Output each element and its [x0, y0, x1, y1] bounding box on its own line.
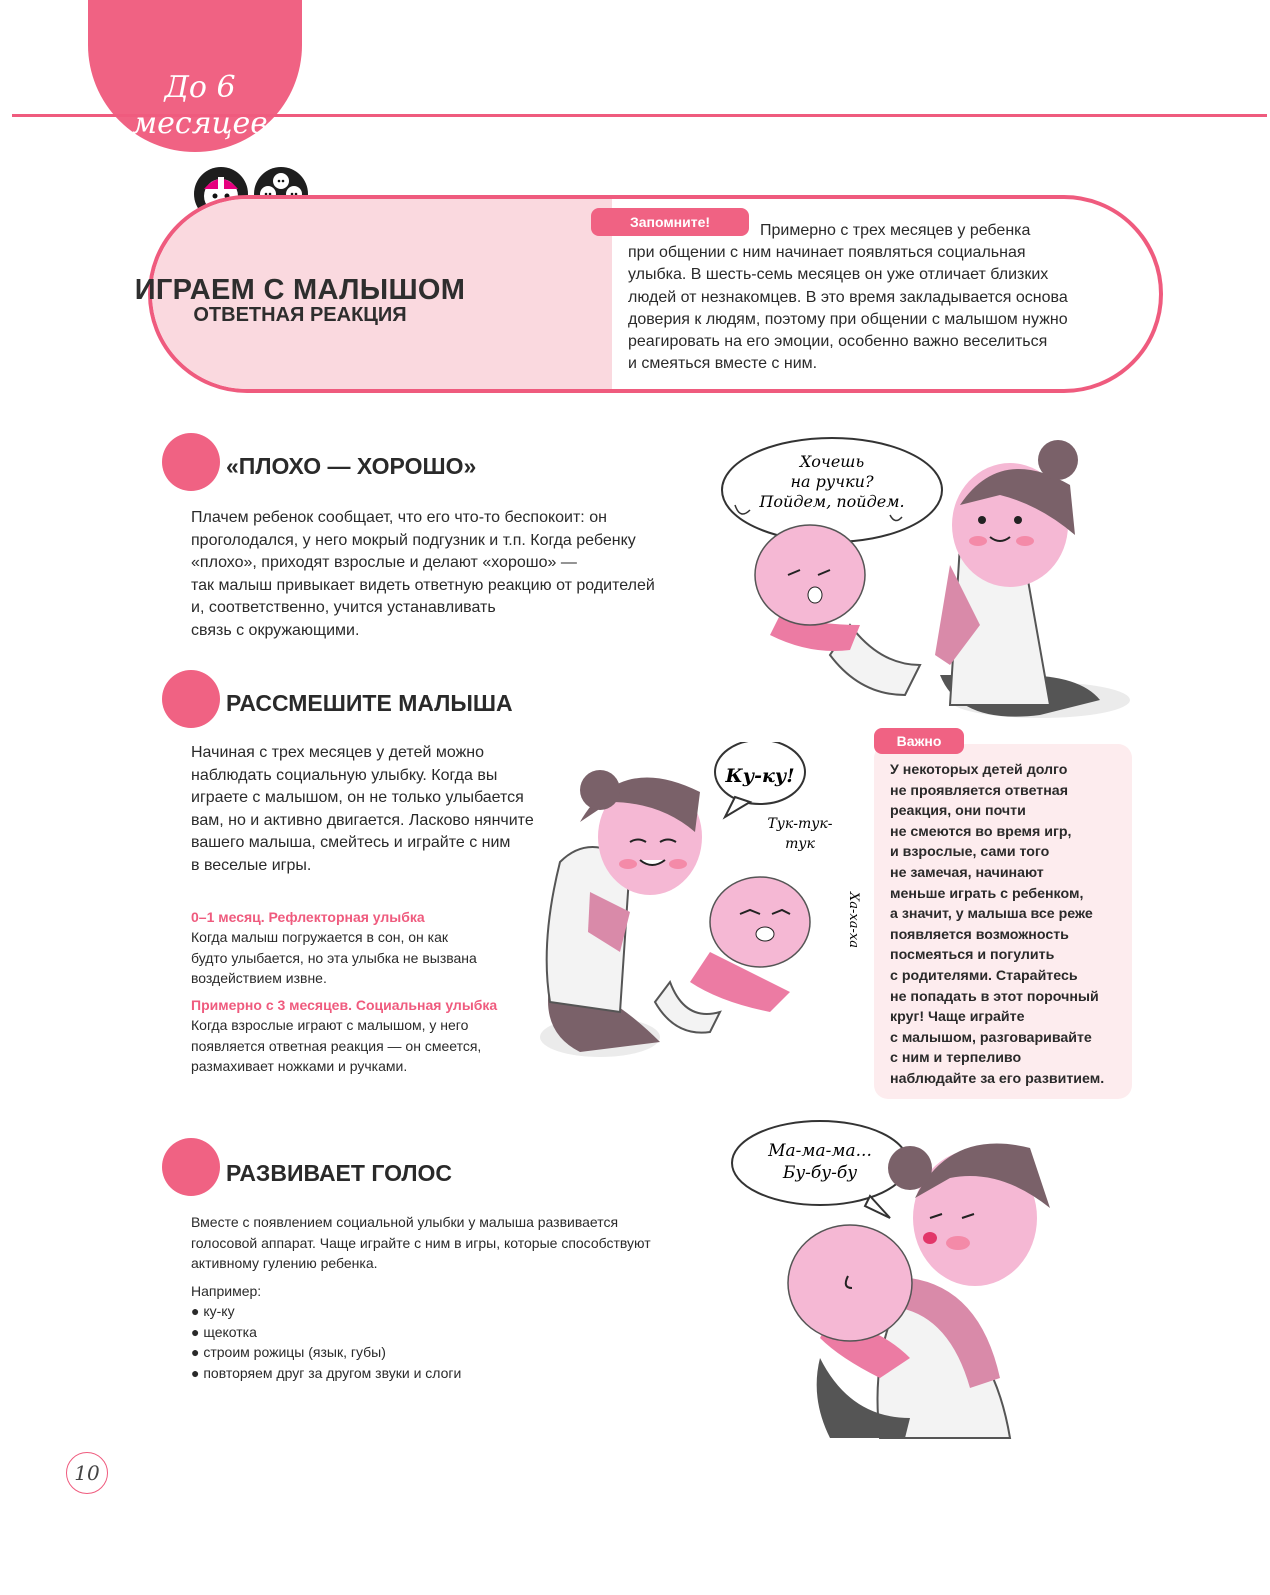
block2-line: вам, но и активно двигается. Ласково нянчите: [191, 811, 534, 829]
block1-line: «плохо», приходят взрослые и делают «хорошо» —: [191, 554, 577, 571]
block1-bullet: [162, 433, 220, 491]
block3-text: [191, 1212, 731, 1383]
age-tab-line1: До 6: [164, 70, 236, 105]
block2-line: играете с малышом, он не только улыбается: [191, 789, 524, 806]
block3-example-label: Например:: [191, 1282, 262, 1299]
remember-line: и смеяться вместе с ним.: [628, 355, 818, 373]
block3-list-item: ● ку-ку: [191, 1303, 235, 1319]
block1-heading: «ПЛОХО — ХОРОШО»: [226, 453, 477, 479]
remember-line: Примерно с трех месяцев у ребенка: [760, 222, 1031, 239]
important-line: не попадать в этот порочный: [890, 988, 1099, 1005]
block2-sub1-text: [191, 927, 521, 989]
illustration-mother-crying-baby: [720, 425, 1130, 725]
important-line: с ним и терпеливо: [890, 1050, 1022, 1067]
block2-line: в веселые игры.: [191, 856, 312, 874]
important-line: меньше играть с ребенком,: [890, 885, 1084, 902]
block2-sub1-line: воздействием извне.: [191, 970, 327, 986]
block1-line: так малыш привыкает видеть ответную реакцию от родителей: [191, 576, 655, 594]
important-line: наблюдайте за его развитием.: [890, 1070, 1105, 1087]
block2-line: вашего малыша, смейтесь и играйте с ним: [191, 834, 511, 851]
block1-bubble-line: Хочешь: [799, 452, 865, 471]
page-number: 10: [66, 1452, 108, 1494]
block1-text: [191, 507, 711, 642]
block1-bubble-line: на ручки?: [790, 472, 874, 491]
important-line: с родителями. Старайтесь: [890, 967, 1078, 984]
block3-list-item: ● строим рожицы (язык, губы): [191, 1344, 386, 1360]
section-subtitle: ОТВЕТНАЯ РЕАКЦИЯ: [193, 304, 407, 326]
block3-list-item: ● щекотка: [191, 1323, 257, 1340]
illustration-mother-holding-baby: [730, 1118, 1100, 1448]
block3-line: активному гулению ребенка.: [191, 1255, 378, 1271]
block2-heading: РАССМЕШИТЕ МАЛЫША: [226, 690, 513, 716]
block2-sound2: Ха-ха-ха: [846, 892, 861, 948]
block2-sub1-line: Когда малыш погружается в сон, он как: [191, 929, 449, 945]
important-line: посмеяться и погулить: [890, 947, 1055, 964]
block2-line: наблюдать социальную улыбку. Когда вы: [191, 766, 498, 784]
age-tab-line2: месяцев: [132, 106, 268, 141]
block1-line: связь с окружающими.: [191, 621, 360, 639]
block2-bubble: Ку-ку!: [725, 765, 795, 787]
remember-text: [628, 220, 1138, 375]
remember-line: людей от незнакомцев. В это время закладывается основа: [628, 288, 1068, 306]
block3-line: голосовой аппарат. Чаще играйте с ним в игры, которые способствуют: [191, 1234, 651, 1251]
block1-line: и, соответственно, учится устанавливать: [191, 599, 496, 616]
remember-line: при общении с ним начинает появляться социальная: [628, 244, 1026, 262]
block2-sub1-heading: 0–1 месяц. Рефлекторная улыбка: [191, 909, 425, 925]
block3-bubble-line: Бу-бу-бу: [782, 1163, 858, 1183]
block2-sub2-line: появляется ответная реакция — он смеется,: [191, 1037, 482, 1054]
block3-line: Вместе с появлением социальной улыбки у малыша развивается: [191, 1214, 619, 1230]
important-line: не замечая, начинают: [890, 864, 1044, 881]
block2-sub2-heading: Примерно с 3 месяцев. Социальная улыбка: [191, 997, 498, 1013]
block2-sound1-line: тук: [785, 836, 815, 852]
block2-line: Начиная с трех месяцев у детей можно: [191, 744, 485, 761]
block2-sub2-line: размахивает ножками и ручками.: [191, 1058, 408, 1074]
block1-line: Плачем ребенок сообщает, что его что-то беспокоит: он: [191, 509, 607, 526]
age-tab-label: [100, 70, 300, 142]
block2-bullet: [162, 670, 220, 728]
important-line: реакция, они почти: [890, 803, 1026, 820]
important-line: У некоторых детей долго: [890, 762, 1068, 778]
important-line: не смеются во время игр,: [890, 823, 1072, 840]
important-text: [890, 760, 1130, 1090]
remember-line: реагировать на его эмоции, особенно важно веселиться: [628, 333, 1048, 351]
illustration-mother-laughing-baby: [510, 742, 870, 1062]
block2-sub1-line: будто улыбается, но эта улыбка не вызвана: [191, 949, 477, 966]
block3-bubble-line: Ма-ма-ма...: [768, 1141, 872, 1161]
block3-bullet: [162, 1138, 220, 1196]
remember-badge: Запомните!: [591, 208, 749, 236]
block1-line: проголодался, у него мокрый подгузник и т.п. Когда ребенку: [191, 531, 636, 549]
important-badge: Важно: [874, 728, 964, 754]
remember-line: доверия к людям, поэтому при общении с малышом нужно: [628, 310, 1068, 328]
important-line: а значит, у малыша все реже: [890, 906, 1093, 923]
important-line: появляется возможность: [890, 926, 1069, 943]
block2-sub2-line: Когда взрослые играют с малышом, у него: [191, 1017, 469, 1033]
block2-sub2-text: [191, 1015, 521, 1077]
important-line: с малышом, разговаривайте: [890, 1029, 1092, 1046]
block1-bubble-line: Пойдем, пойдем.: [759, 492, 905, 511]
important-line: круг! Чаще играйте: [890, 1009, 1025, 1026]
section-title: ИГРАЕМ С МАЛЫШОМ: [134, 274, 466, 306]
block2-sound1-line: Тук-тук-: [767, 816, 833, 832]
block3-list-item: ● повторяем друг за другом звуки и слоги: [191, 1364, 462, 1381]
remember-line: улыбка. В шесть-семь месяцев он уже отличает близких: [628, 266, 1049, 284]
important-line: не проявляется ответная: [890, 782, 1068, 799]
block3-heading: РАЗВИВАЕТ ГОЛОС: [226, 1160, 453, 1186]
important-line: и взрослые, сами того: [890, 844, 1050, 861]
